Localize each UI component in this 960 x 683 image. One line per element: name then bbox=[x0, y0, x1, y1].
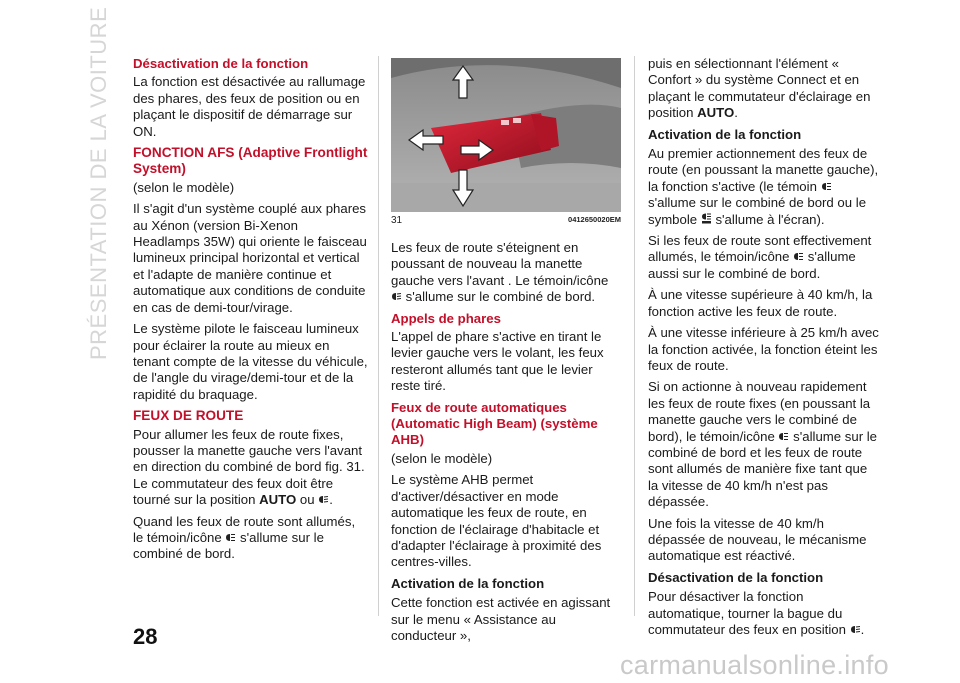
paragraph: (selon le modèle) bbox=[391, 450, 493, 466]
paragraph: Le système AHB permet d'activer/désactiver en mode automatique les feux de route, en fonction de l'éclairage d'habitacle et d'adapter l'éclairage à proximité des centres-villes. bbox=[391, 472, 602, 570]
paragraph: À une vitesse supérieure à 40 km/h, la fonction active les feux de route. bbox=[648, 287, 873, 319]
paragraph: Au premier actionnement des feux de route (en poussant la manette gauche), la fonction s'active (le témoin s'allume sur le combiné de bord ou le symbole s'allume à l'écran). bbox=[648, 146, 879, 227]
paragraph: Une fois la vitesse de 40 km/h dépassée de nouveau, le mécanisme automatique est réactivé. bbox=[648, 515, 867, 564]
paragraph: La fonction est désactivée au rallumage des phares, des feux de position ou en plaçant le dispositif de démarrage sur ON. bbox=[133, 74, 366, 139]
auto-high-beam-icon bbox=[821, 179, 832, 188]
auto-high-beam-symbol-icon bbox=[701, 212, 712, 221]
paragraph: Le système pilote le faisceau lumineux pour éclairer la route au mieux en tenant compte de la vitesse du véhicule, de l'angle du virage/demi-tour et de la rapidité du braquage. bbox=[133, 321, 368, 402]
high-beam-icon bbox=[225, 530, 236, 539]
heading-activation: Activation de la fonction bbox=[648, 126, 802, 142]
heading-appels-de-phares: Appels de phares bbox=[391, 310, 501, 326]
heading-feux-de-route: FEUX DE ROUTE bbox=[133, 408, 244, 424]
paragraph: Si on actionne à nouveau rapidement les feux de route fixes (en poussant la manette gauche vers le combiné de bord), le témoin/icône s'allume sur le combiné de bord et les feux de route sont allumés de manière fixe tant que la vitesse de 40 km/h n'est pas dépassée. bbox=[648, 379, 878, 510]
paragraph: (selon le modèle) bbox=[133, 179, 235, 195]
paragraph: L'appel de phare s'active en tirant le levier gauche vers le volant, les feux resteront allumés tant que le levier reste tiré. bbox=[391, 329, 604, 394]
column-divider-right bbox=[634, 56, 635, 616]
paragraph: Si les feux de route sont effectivement allumés, le témoin/icône s'allume aussi sur le combiné de bord. bbox=[648, 233, 872, 281]
column-2 bbox=[391, 240, 621, 649]
heading-ahb: Feux de route automatiques (Automatic High Beam) (système AHB) bbox=[391, 399, 598, 448]
heading-desactivation: Désactivation de la fonction bbox=[648, 569, 824, 585]
heading-afs: FONCTION AFS (Adaptive Frontlight System) bbox=[133, 145, 368, 177]
paragraph: Quand les feux de route sont allumés, le témoin/icône s'allume sur le combiné de bord. bbox=[133, 513, 356, 562]
figure-left-stalk bbox=[391, 58, 621, 212]
paragraph: Il s'agit d'un système couplé aux phares au Xénon (version Bi-Xenon Headlamps 35W) qui oriente le faisceau lumineux principal horizontal et vertical et l'adapte de manière continue et automatique aux conditions de conduite en cas de demi-tour/virage. bbox=[133, 201, 367, 315]
low-beam-icon bbox=[850, 622, 861, 631]
chapter-side-title: PRÉSENTATION DE LA VOITURE bbox=[86, 6, 111, 360]
figure-code: 0412650020EM bbox=[568, 215, 621, 224]
column-divider-left bbox=[378, 56, 379, 616]
low-beam-icon bbox=[391, 289, 402, 298]
low-beam-icon bbox=[318, 492, 329, 501]
heading-activation: Activation de la fonction bbox=[391, 575, 545, 591]
page-number: 28 bbox=[133, 624, 158, 649]
paragraph: Pour allumer les feux de route fixes, pousser la manette gauche vers l'avant en direction du combiné de bord fig. 31. Le commutateur des feux doit être tourné sur la position AUTO ou . bbox=[133, 426, 365, 508]
figure-number: 31 bbox=[391, 215, 403, 226]
heading-desactivation: Désactivation de la fonction bbox=[133, 56, 309, 71]
watermark: carmanualsonline.info bbox=[620, 650, 889, 680]
paragraph: puis en sélectionnant l'élément « Confort » du système Connect et en plaçant le commutateur d'éclairage en position AUTO. bbox=[648, 56, 871, 121]
high-beam-icon bbox=[778, 429, 789, 438]
paragraph: Pour désactiver la fonction automatique, tourner la bague du commutateur des feux en position . bbox=[648, 589, 865, 637]
paragraph: Les feux de route s'éteignent en poussant de nouveau la manette gauche vers l'avant . Le témoin/icône s'allume sur le combiné de bord. bbox=[391, 240, 609, 305]
paragraph: À une vitesse inférieure à 25 km/h avec la fonction activée, la fonction éteint les feux de route. bbox=[648, 325, 879, 373]
high-beam-icon bbox=[793, 249, 804, 258]
paragraph: Cette fonction est activée en agissant sur le menu « Assistance au conducteur », bbox=[391, 595, 611, 643]
column-1 bbox=[133, 56, 368, 568]
column-3 bbox=[648, 56, 880, 643]
